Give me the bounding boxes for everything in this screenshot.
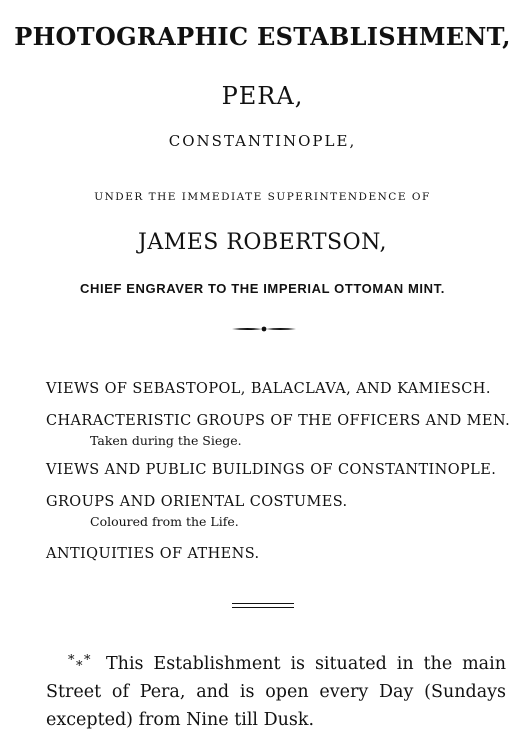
list-item: GROUPS AND ORIENTAL COSTUMES.	[46, 494, 348, 510]
city-name: CONSTANTINOPLE,	[168, 132, 357, 150]
proprietor-name: JAMES ROBERTSON,	[138, 230, 387, 255]
double-rule-bottom	[232, 607, 294, 608]
list-item: ANTIQUITIES OF ATHENS.	[46, 546, 260, 562]
list-item: VIEWS AND PUBLIC BUILDINGS OF CONSTANTINOPLE.	[46, 462, 497, 478]
notice-line-2: Street of Pera, and is open every Day (Sundays	[46, 682, 506, 702]
list-item: CHARACTERISTIC GROUPS OF THE OFFICERS AND MEN.	[46, 413, 511, 429]
proprietor-position: CHIEF ENGRAVER TO THE IMPERIAL OTTOMAN MINT.	[80, 281, 445, 296]
double-rule-top	[232, 603, 294, 604]
svg-text:*: *	[76, 659, 83, 671]
svg-text:*: *	[84, 653, 91, 668]
list-item: VIEWS OF SEBASTOPOL, BALACLAVA, AND KAMIESCH.	[46, 381, 491, 397]
svg-text:*: *	[68, 653, 75, 668]
notice-line-3: excepted) from Nine till Dusk.	[46, 710, 315, 730]
ornament-divider	[232, 324, 296, 334]
notice-text-1: This Establishment is situated in the main	[106, 654, 506, 674]
notice-paragraph	[46, 650, 506, 734]
establishment-title: PHOTOGRAPHIC ESTABLISHMENT,	[14, 22, 511, 51]
place-name: PERA,	[221, 82, 304, 110]
superintendence-line: UNDER THE IMMEDIATE SUPERINTENDENCE OF	[94, 191, 431, 203]
list-item-note: Coloured from the Life.	[90, 514, 239, 529]
asterism-icon	[66, 652, 106, 670]
list-item-note: Taken during the Siege.	[90, 433, 242, 448]
notice-line-1	[46, 650, 506, 678]
